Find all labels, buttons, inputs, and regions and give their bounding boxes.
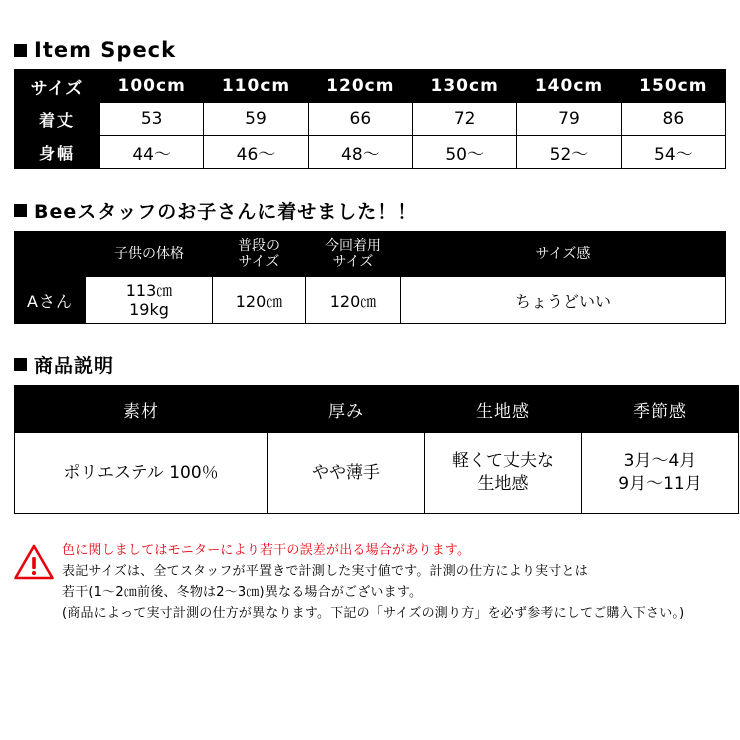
section-title-item-speck [14,0,726,69]
desc-header-thickness: 厚み [268,386,425,433]
staff-row-name: Aさん [15,277,86,324]
desc-season-line1: 3月〜4月 [623,451,697,472]
table-row-header [15,70,726,103]
staff-header-build: 子供の体格 [86,232,213,277]
spec-cell-length-100: 53 [100,103,204,136]
staff-header-usual-line1: 普段の [238,237,280,254]
desc-header-season: 季節感 [582,386,739,433]
staff-cell-usual-size: 120㎝ [213,277,306,324]
spec-header-150cm: 150cm [621,70,725,103]
staff-cell-worn-size: 120㎝ [306,277,401,324]
item-speck-title-text: Item Speck [34,38,177,62]
spec-header-120cm: 120cm [308,70,412,103]
spec-header-130cm: 130cm [412,70,516,103]
bullet-square-icon [14,44,27,57]
staff-header-fit-feel: サイズ感 [401,232,726,277]
spec-header-140cm: 140cm [517,70,621,103]
table-row [15,136,726,169]
desc-header-fabric: 生地感 [425,386,582,433]
staff-fit-table [14,231,726,324]
spec-cell-width-130: 50〜 [412,136,516,169]
notice-line-1: 色に関しましてはモニターにより若干の誤差が出る場合があります。 [62,543,471,558]
desc-season-line2: 9月〜11月 [618,474,702,494]
spec-cell-width-110: 46〜 [204,136,308,169]
spec-header-size: サイズ [15,70,100,103]
staff-cell-build [86,277,213,324]
spec-cell-width-120: 48〜 [308,136,412,169]
section-title-product-description [14,324,726,385]
spec-cell-width-140: 52〜 [517,136,621,169]
staff-header-usual-size [213,232,306,277]
desc-fabric-line1: 軽くて丈夫な [452,451,554,472]
staff-build-weight: 19kg [129,300,169,319]
staff-header-blank [15,232,86,277]
staff-header-worn-line1: 今回着用 [325,237,381,254]
spec-cell-width-150: 54〜 [621,136,725,169]
table-row [15,277,726,324]
size-spec-table [14,69,726,169]
table-row [15,433,739,514]
section-title-staff-kids [14,169,726,231]
staff-title-text: Beeスタッフのお子さんに着せました！！ [34,201,418,223]
spec-row-label-width: 身幅 [15,136,100,169]
desc-cell-season [582,433,739,514]
product-description-table [14,385,739,514]
desc-fabric-line2: 生地感 [477,474,529,494]
spec-header-100cm: 100cm [100,70,204,103]
description-title-text: 商品説明 [34,355,115,377]
notice-block [14,514,726,624]
bullet-square-icon [14,358,27,371]
desc-cell-thickness: やや薄手 [268,433,425,514]
warning-triangle-icon [14,544,54,580]
table-row-header [15,232,726,277]
spec-cell-length-140: 79 [517,103,621,136]
staff-cell-fit-feel: ちょうどいい [401,277,726,324]
spec-cell-length-110: 59 [204,103,308,136]
spec-cell-length-150: 86 [621,103,725,136]
notice-line-4: (商品によって実寸計測の仕方が異なります。下記の「サイズの測り方」を必ず参考にしてご購入下さい。) [62,606,685,622]
spec-cell-width-100: 44〜 [100,136,204,169]
staff-build-height: 113㎝ [125,280,173,300]
staff-header-usual-line2: サイズ [238,254,280,270]
desc-header-material: 素材 [15,386,268,433]
bullet-square-icon [14,204,27,217]
table-row [15,103,726,136]
spec-cell-length-120: 66 [308,103,412,136]
spec-header-110cm: 110cm [204,70,308,103]
staff-header-worn-line2: サイズ [332,254,374,270]
spec-cell-length-130: 72 [412,103,516,136]
desc-cell-fabric [425,433,582,514]
notice-line-3: 若干(1〜2㎝前後、冬物は2〜3㎝)異なる場合がございます。 [62,585,423,601]
table-row-header [15,386,739,433]
notice-text [62,540,684,624]
desc-cell-material: ポリエステル 100％ [15,433,268,514]
notice-line-2: 表記サイズは、全てスタッフが平置きで計測した実寸値です。計測の仕方により実寸とは [62,564,588,580]
spec-row-label-length: 着丈 [15,103,100,136]
staff-header-worn-size [306,232,401,277]
